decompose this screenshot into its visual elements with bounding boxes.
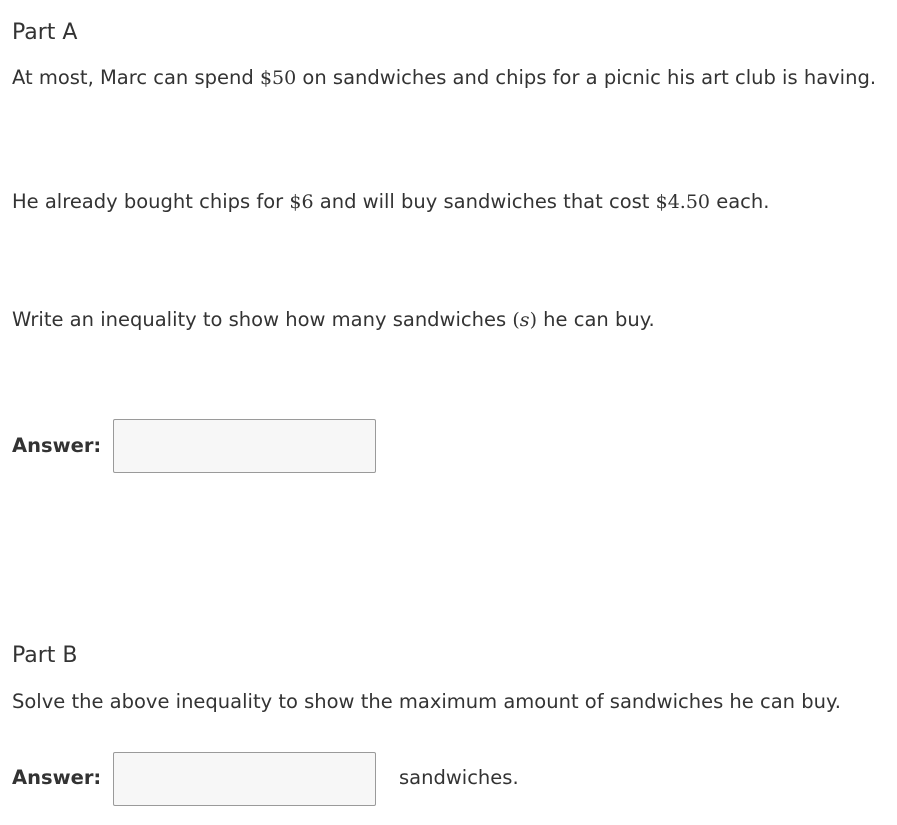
variable-s: s xyxy=(519,309,530,331)
costs-text-start: He already bought chips for xyxy=(12,190,290,213)
budget-amount: $50 xyxy=(259,67,297,89)
part-a-instruction xyxy=(12,310,655,330)
costs-text-end: each. xyxy=(710,190,770,213)
costs-text-middle: and will buy sandwiches that cost xyxy=(313,190,656,213)
part-a-statement xyxy=(12,68,876,88)
part-a-heading: Part A xyxy=(12,20,78,45)
sandwich-price: $4.50 xyxy=(655,191,711,213)
paren-open: ( xyxy=(512,309,520,331)
part-b-answer-input[interactable] xyxy=(113,752,376,806)
part-b-heading: Part B xyxy=(12,643,78,668)
statement-text-start: At most, Marc can spend xyxy=(12,66,260,89)
chips-cost: $6 xyxy=(289,191,314,213)
part-a-answer-input[interactable] xyxy=(113,419,376,473)
part-a-costs xyxy=(12,192,769,212)
part-b-answer-label: Answer: xyxy=(12,766,102,789)
part-b-prompt: Solve the above inequality to show the maximum amount of sandwiches he can buy. xyxy=(12,690,841,713)
statement-text-end: on sandwiches and chips for a picnic his art club is having. xyxy=(296,66,877,89)
paren-close: ) xyxy=(529,309,537,331)
instruction-text-end: he can buy. xyxy=(536,308,655,331)
instruction-text-start: Write an inequality to show how many sandwiches xyxy=(12,308,513,331)
part-b-answer-suffix: sandwiches. xyxy=(399,766,519,789)
part-a-answer-label: Answer: xyxy=(12,434,102,457)
